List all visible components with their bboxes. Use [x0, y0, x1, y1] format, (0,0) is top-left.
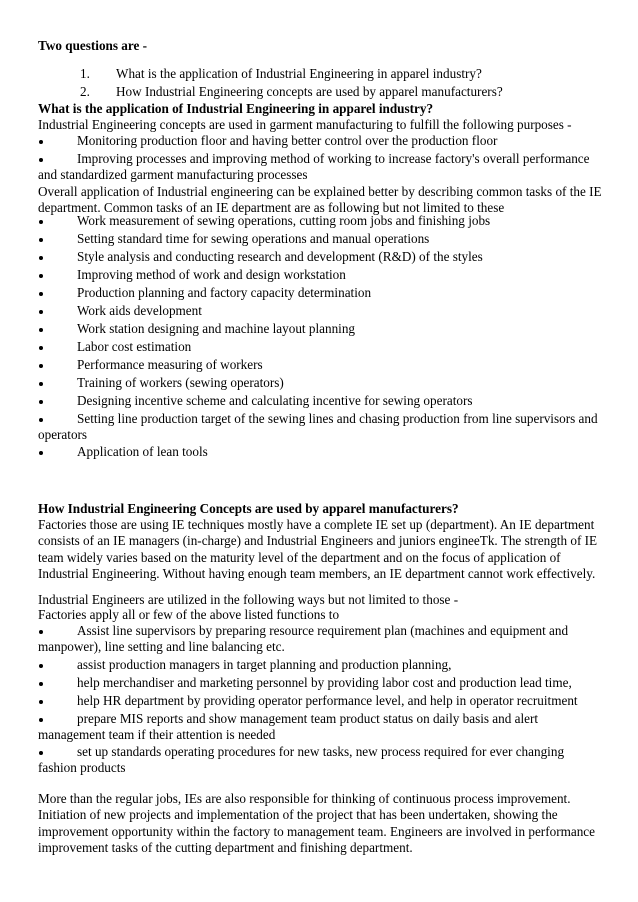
question-number: 1.	[80, 66, 90, 81]
list-item: help HR department by providing operator performance level, and help in operator recruitment	[77, 693, 578, 708]
list-item: Improving processes and improving method of working to increase factory's overall performance and standardized garment manufacturing processes	[38, 151, 590, 183]
list-item: Style analysis and conducting research and development (R&D) of the styles	[77, 249, 483, 264]
list-item: set up standards operating procedures for new tasks, new process required for ever changing fashion products	[38, 744, 565, 776]
list-item: Designing incentive scheme and calculating incentive for sewing operators	[77, 393, 473, 408]
list-item: Application of lean tools	[77, 444, 208, 459]
list-item: Performance measuring of workers	[77, 357, 263, 372]
list-item: Setting line production target of the sewing lines and chasing production from line supervisors and operators	[38, 411, 598, 443]
intro-heading: Two questions are -	[38, 38, 148, 53]
section2-paragraph: Factories those are using IE techniques mostly have a complete IE set up (department). An IE department consists of an IE managers (in-charge) and Industrial Engineers and juniors engineeTk. The strength of IE team widely varies based on the maturity level of the department and on the focus of application of Industrial Engineering. Without having enough team members, an IE department cannot work effectively.	[38, 517, 598, 581]
list-item: Labor cost estimation	[77, 339, 192, 354]
list-item: Production planning and factory capacity determination	[77, 285, 372, 300]
list-item: Assist line supervisors by preparing resource requirement plan (machines and equipment and manpower), line setting and line balancing etc.	[38, 623, 569, 655]
list-item: Work measurement of sewing operations, cutting room jobs and finishing jobs	[77, 213, 491, 228]
question-number: 2.	[80, 84, 90, 99]
list-item: Monitoring production floor and having better control over the production floor	[77, 133, 498, 148]
section2-heading: How Industrial Engineering Concepts are used by apparel manufacturers?	[38, 501, 459, 516]
section2-intro-line: Factories apply all or few of the above listed functions to	[38, 607, 340, 622]
section2-intro-line: Industrial Engineers are utilized in the following ways but not limited to those -	[38, 592, 459, 607]
list-item: Setting standard time for sewing operations and manual operations	[77, 231, 430, 246]
list-item: Work station designing and machine layout planning	[77, 321, 356, 336]
list-item: help merchandiser and marketing personnel by providing labor cost and production lead time,	[77, 675, 572, 690]
list-item: prepare MIS reports and show management team product status on daily basis and alert management team if their attention is needed	[38, 711, 539, 743]
question-text: How Industrial Engineering concepts are used by apparel manufacturers?	[116, 84, 503, 99]
section1-lead: Industrial Engineering concepts are used in garment manufacturing to fulfill the following purposes -	[38, 117, 572, 132]
question-text: What is the application of Industrial Engineering in apparel industry?	[116, 66, 482, 81]
section1-heading: What is the application of Industrial Engineering in apparel industry?	[38, 101, 434, 116]
list-item: Training of workers (sewing operators)	[77, 375, 284, 390]
list-item: Improving method of work and design workstation	[77, 267, 346, 282]
closing-paragraph: More than the regular jobs, IEs are also responsible for thinking of continuous process improvement. Initiation of new projects and implementation of the project that has been undertaken, showing the improvement opportunity within the factory to management team. Engineers are involved in performance improvement tasks of the cutting department and finishing department.	[38, 791, 595, 855]
section1-overall: Overall application of Industrial engineering can be explained better by describing common tasks of the IE department. Common tasks of an IE department are as following but not limited to these	[38, 184, 602, 216]
list-item: Work aids development	[77, 303, 202, 318]
list-item: assist production managers in target planning and production planning,	[77, 657, 452, 672]
